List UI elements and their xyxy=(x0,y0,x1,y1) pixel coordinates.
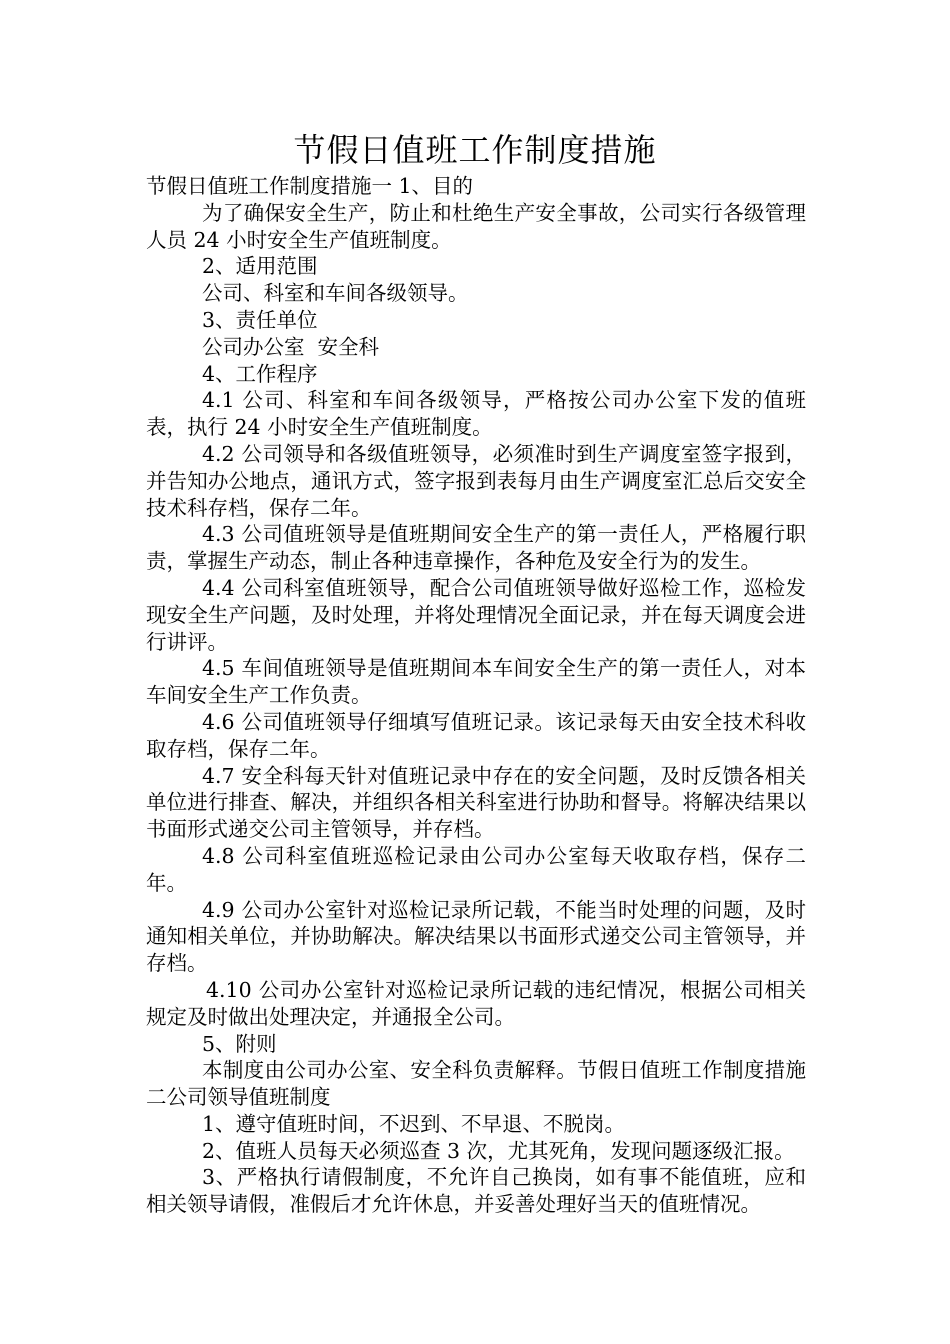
paragraph-4-6: 4.6 公司值班领导仔细填写值班记录。该记录每天由安全技术科收取存档，保存二年。 xyxy=(146,709,806,761)
section-heading-responsible-unit: 3、责任单位 xyxy=(202,307,318,332)
section-heading-procedure: 4、工作程序 xyxy=(202,361,318,386)
paragraph-appendix: 本制度由公司办公室、安全科负责解释。节假日值班工作制度措施二公司领导值班制度 xyxy=(146,1058,806,1110)
paragraph-responsible-unit: 公司办公室 安全科 xyxy=(202,334,380,359)
paragraph-purpose: 为了确保安全生产，防止和杜绝生产安全事故，公司实行各级管理人员 24 小时安全生产值班制度。 xyxy=(146,200,806,252)
paragraph-4-9: 4.9 公司办公室针对巡检记录所记载，不能当时处理的问题，及时通知相关单位，并协助解决。解决结果以书面形式递交公司主管领导，并存档。 xyxy=(146,897,806,976)
paragraph-4-7: 4.7 安全科每天针对值班记录中存在的安全问题，及时反馈各相关单位进行排查、解决，并组织各相关科室进行协助和督导。将解决结果以书面形式递交公司主管领导，并存档。 xyxy=(146,763,806,842)
paragraph-intro-heading: 节假日值班工作制度措施一 1、目的 xyxy=(146,174,474,198)
section-heading-scope: 2、适用范围 xyxy=(202,254,318,279)
paragraph-4-5: 4.5 车间值班领导是值班期间本车间安全生产的第一责任人，对本车间安全生产工作负责。 xyxy=(146,656,806,708)
paragraph-4-3: 4.3 公司值班领导是值班期间安全生产的第一责任人，严格履行职责，掌握生产动态，制止各种违章操作，各种危及安全行为的发生。 xyxy=(146,522,806,574)
paragraph-rule-3: 3、严格执行请假制度，不允许自己换岗，如有事不能值班，应和相关领导请假，准假后才允许休息，并妥善处理好当天的值班情况。 xyxy=(146,1165,806,1217)
section-heading-appendix: 5、附则 xyxy=(202,1031,277,1056)
paragraph-4-2: 4.2 公司领导和各级值班领导，必须准时到生产调度室签字报到，并告知办公地点，通讯方式，签字报到表每月由生产调度室汇总后交安全技术科存档，保存二年。 xyxy=(146,441,806,520)
document-body xyxy=(146,173,806,1218)
paragraph-4-4: 4.4 公司科室值班领导，配合公司值班领导做好巡检工作，巡检发现安全生产问题，及时处理，并将处理情况全面记录，并在每天调度会进行讲评。 xyxy=(146,575,806,654)
paragraph-4-10: 4.10 公司办公室针对巡检记录所记载的违纪情况，根据公司相关规定及时做出处理决定，并通报全公司。 xyxy=(146,977,806,1029)
document-title: 节假日值班工作制度措施 xyxy=(293,131,657,169)
paragraph-4-1: 4.1 公司、科室和车间各级领导，严格按公司办公室下发的值班表，执行 24 小时安全生产值班制度。 xyxy=(146,388,806,440)
paragraph-4-8: 4.8 公司科室值班巡检记录由公司办公室每天收取存档，保存二年。 xyxy=(146,843,806,895)
paragraph-rule-1: 1、遵守值班时间，不迟到、不早退、不脱岗。 xyxy=(202,1111,626,1136)
paragraph-scope: 公司、科室和车间各级领导。 xyxy=(202,281,469,306)
paragraph-rule-2: 2、值班人员每天必须巡查 3 次，尤其死角，发现问题逐级汇报。 xyxy=(202,1138,795,1163)
